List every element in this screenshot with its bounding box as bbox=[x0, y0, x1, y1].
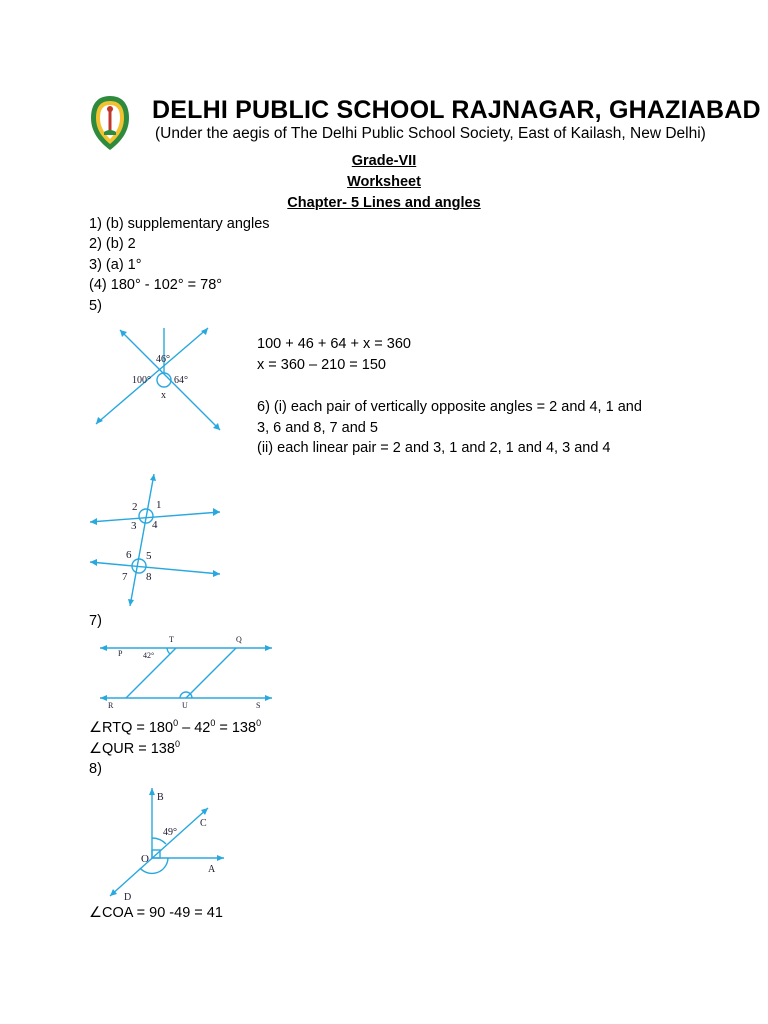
angle-8-label: 8 bbox=[146, 571, 152, 583]
angle-7-label: 7 bbox=[122, 571, 128, 583]
answer-1: 1) (b) supplementary angles bbox=[89, 216, 270, 232]
answer-7-qur: ∠QUR = $138^0$ bbox=[89, 739, 180, 757]
label-R: R bbox=[108, 701, 114, 710]
label-B: B bbox=[157, 792, 164, 803]
answer-3: 3) (a) 1° bbox=[89, 257, 142, 273]
answer-5-line-1: 100 + 46 + 64 + x = 360 bbox=[257, 336, 411, 352]
grade-heading: Grade-VII bbox=[351, 153, 417, 169]
label-T: T bbox=[169, 635, 174, 644]
answer-8-label: 8) bbox=[89, 761, 102, 777]
answer-5-label: 5) bbox=[89, 298, 102, 314]
answer-6-line-3: (ii) each linear pair = 2 and 3, 1 and 2, 1 and 4, 3 and 4 bbox=[257, 440, 611, 456]
angle-100-label: 100° bbox=[132, 375, 151, 386]
school-name: DELHI PUBLIC SCHOOL RAJNAGAR, GHAZIABAD bbox=[152, 96, 761, 124]
answer-5-line-2: x = 360 – 210 = 150 bbox=[257, 357, 386, 373]
angle-3-label: 3 bbox=[131, 520, 137, 532]
label-S: S bbox=[256, 701, 261, 710]
angle-1-label: 1 bbox=[156, 499, 162, 511]
angle-46-label: 46° bbox=[156, 354, 170, 365]
school-logo bbox=[88, 94, 132, 152]
figure-6-transversal bbox=[86, 470, 226, 610]
angle-x-label: x bbox=[161, 390, 166, 401]
label-Q: Q bbox=[236, 635, 242, 644]
answer-7-label: 7) bbox=[89, 613, 102, 629]
angle-2-label: 2 bbox=[132, 501, 138, 513]
label-U: U bbox=[182, 701, 188, 710]
label-A: A bbox=[208, 864, 216, 875]
angle-64-label: 64° bbox=[174, 375, 188, 386]
figure-7-parallel-lines bbox=[96, 630, 276, 714]
chapter-heading: Chapter- 5 Lines and angles bbox=[287, 195, 481, 211]
angle-49-label: 49° bbox=[163, 827, 177, 838]
answer-7-rtq: ∠RTQ = $180^0 - 42^0 = 138^0$ bbox=[89, 718, 262, 736]
school-subtitle: (Under the aegis of The Delhi Public School Society, East of Kailash, New Delhi) bbox=[155, 125, 706, 142]
angle-42-label: 42° bbox=[143, 651, 155, 660]
answer-2: 2) (b) 2 bbox=[89, 236, 136, 252]
answer-6-line-2: 3, 6 and 8, 7 and 5 bbox=[257, 420, 378, 436]
answer-6-line-1: 6) (i) each pair of vertically opposite angles = 2 and 4, 1 and bbox=[257, 399, 642, 415]
angle-5-label: 5 bbox=[146, 550, 152, 562]
angle-4-label: 4 bbox=[152, 519, 158, 531]
figure-5-intersecting-lines bbox=[90, 320, 240, 440]
label-P: P bbox=[118, 649, 123, 658]
label-O: O bbox=[141, 853, 149, 865]
angle-6-label: 6 bbox=[126, 549, 132, 561]
worksheet-heading: Worksheet bbox=[347, 174, 421, 190]
answer-8-line: ∠COA = 90 -49 = 41 bbox=[89, 905, 223, 921]
label-C: C bbox=[200, 818, 207, 829]
figure-8-angle-diagram bbox=[104, 780, 234, 900]
label-D: D bbox=[124, 892, 132, 900]
answer-4: (4) 180° - 102° = 78° bbox=[89, 277, 223, 293]
